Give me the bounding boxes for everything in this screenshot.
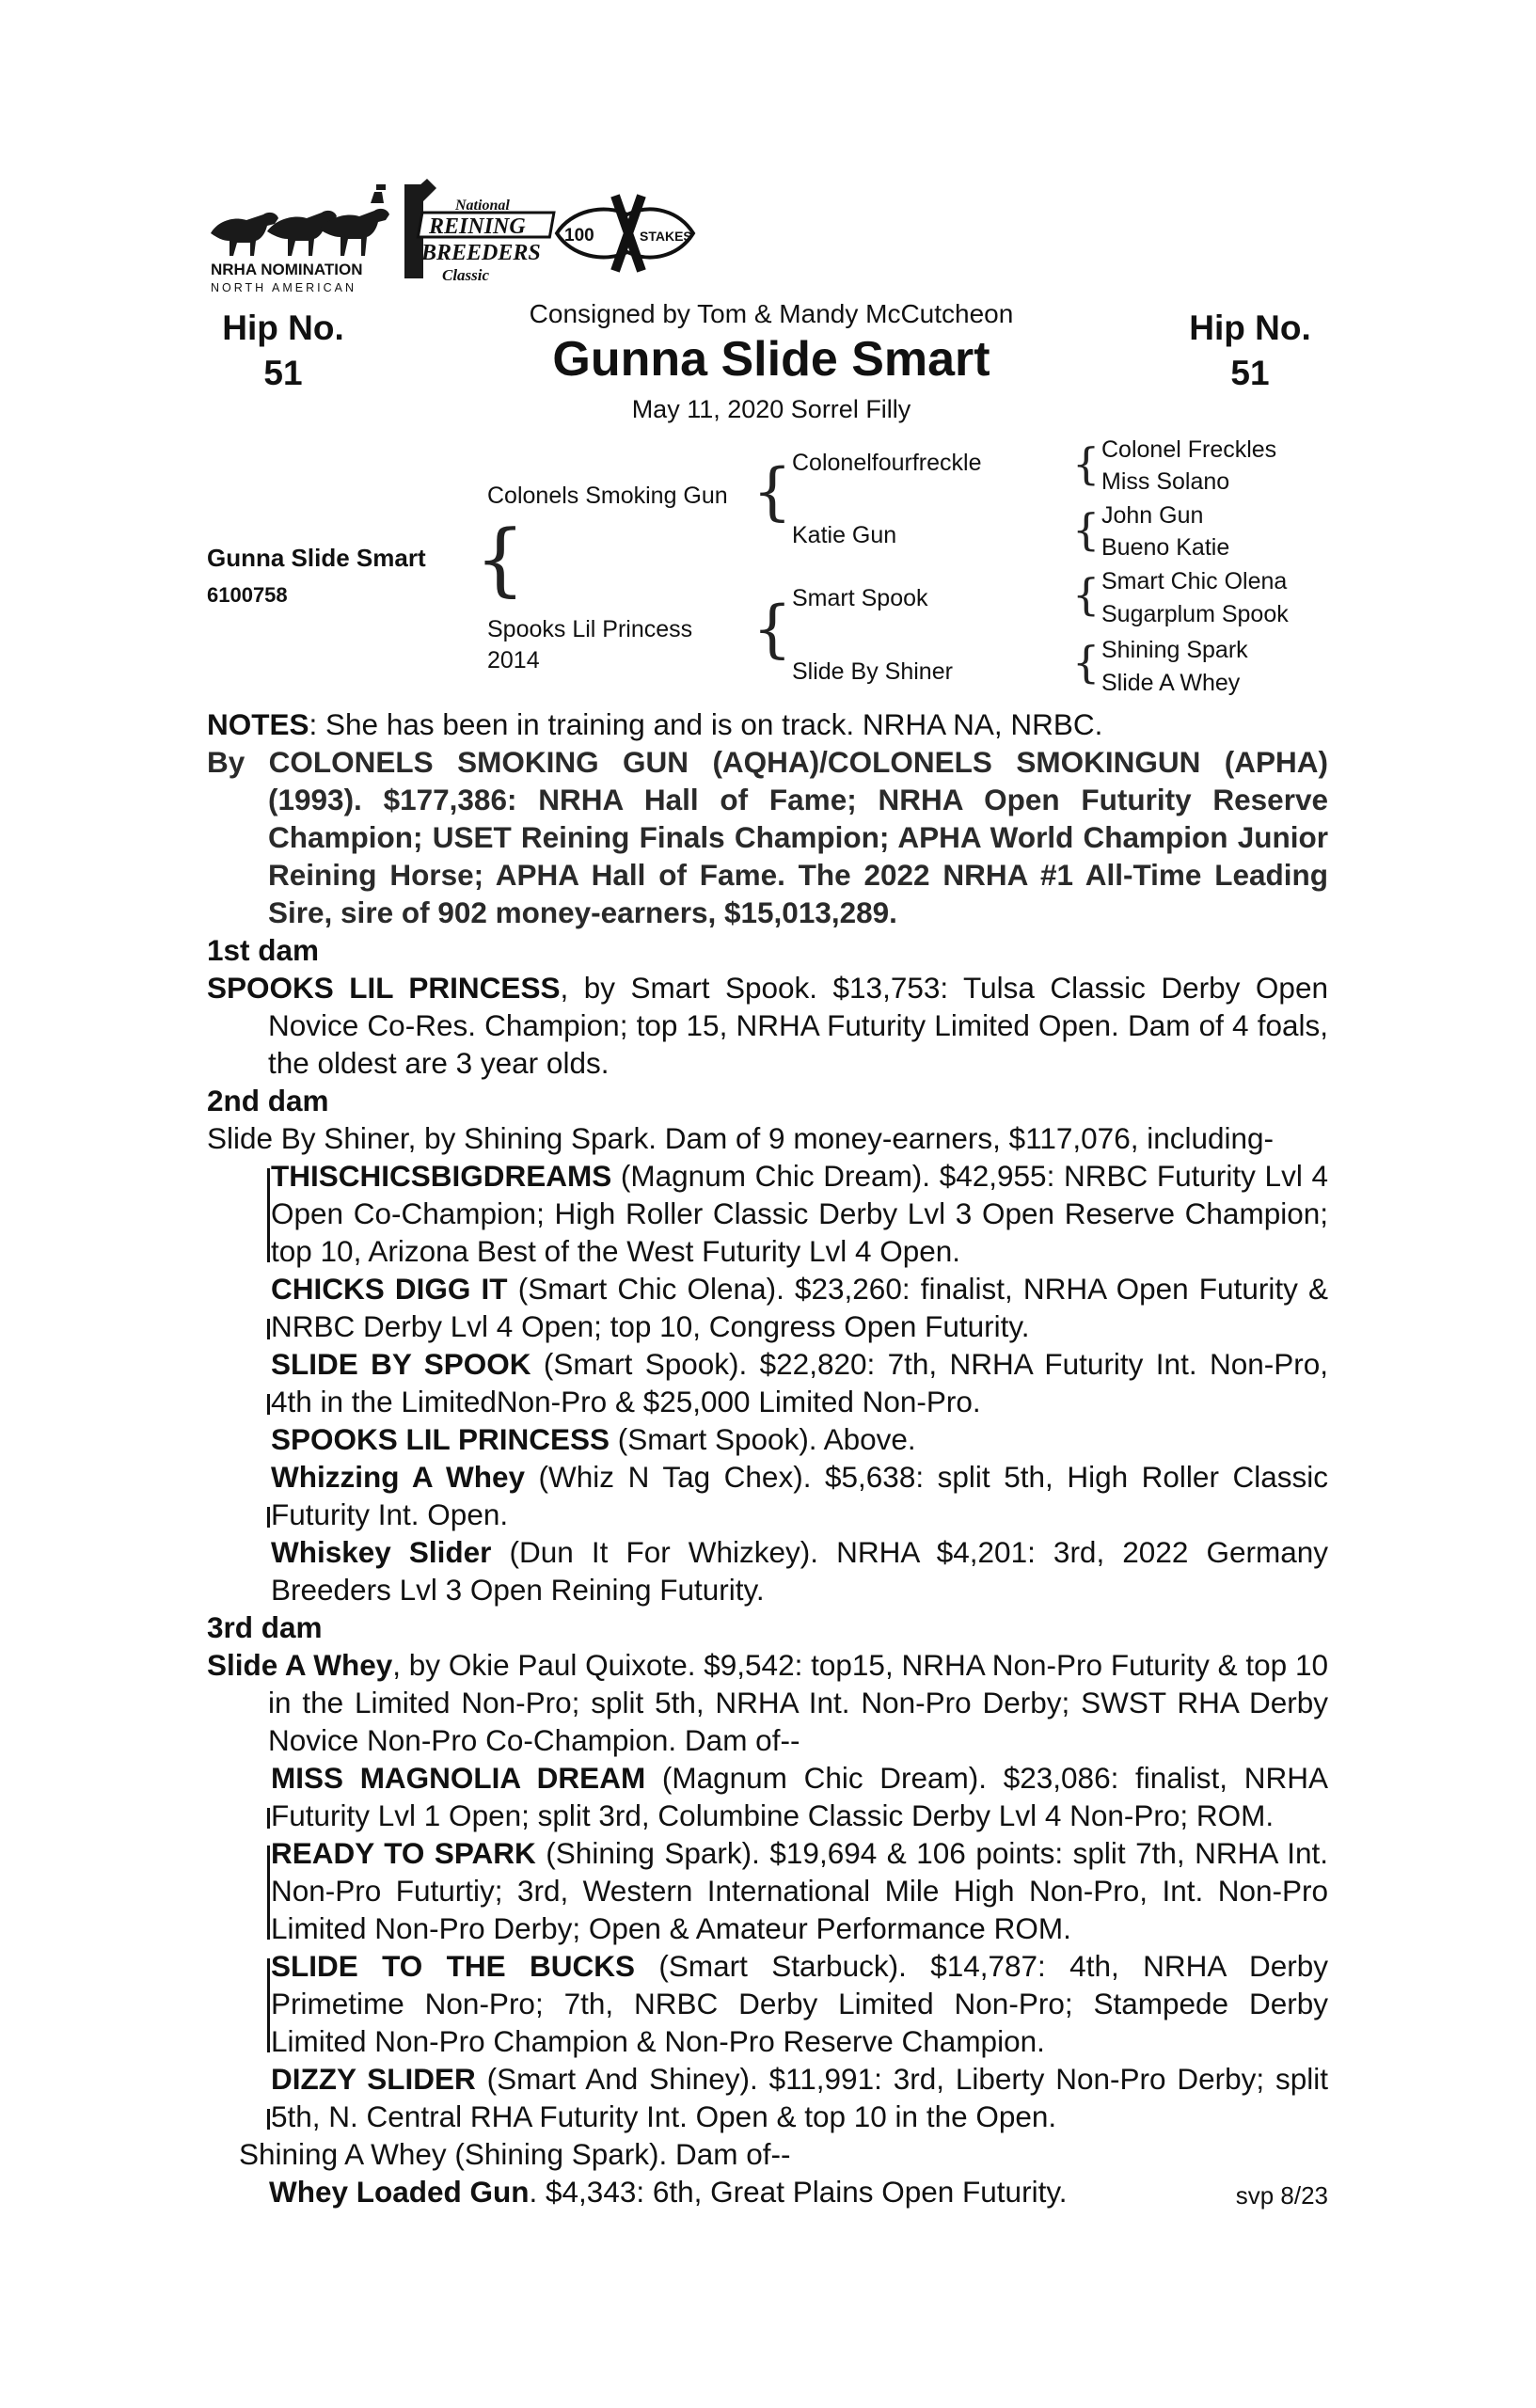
third-dam-text: , by Okie Paul Quixote. $9,542: top15, NRHA Non-Pro Futurity & top 10 in the Limited Non-Pro; split 5th, NRHA Int. Non-Pro Derby; SWST RHA Derby Novice Non-Pro Co-Champion. Dam of-- (268, 1648, 1329, 1757)
produce-bar (267, 1846, 270, 1940)
stakes-logo-right: STAKES (640, 229, 692, 244)
produce-name: MISS MAGNOLIA DREAM (271, 1761, 646, 1795)
pedigree-subject-reg: 6100758 (207, 583, 288, 607)
third-dam-name: Slide A Whey (207, 1648, 393, 1682)
stakes-logo (557, 196, 693, 271)
produce-entry (239, 1834, 1328, 1947)
nrbc-logo-line2: REINING (429, 214, 526, 239)
first-dam-heading: 1st dam (207, 933, 320, 967)
third-dam-entry (207, 1646, 1328, 1759)
nrha-logo-subtext: NORTH AMERICAN (211, 281, 356, 294)
produce-text: (Magnum Chic Dream). $23,086: finalist, NRHA Futurity Lvl 1 Open; split 3rd, Columbine Classic Derby Lvl 4 Non-Pro; ROM. (271, 1761, 1328, 1832)
second-dam-heading: 2nd dam (207, 1084, 329, 1117)
pedigree-dam: Spooks Lil Princess (487, 616, 693, 642)
nrha-logo-text: NRHA NOMINATION (211, 261, 363, 278)
brace-sire: { (752, 455, 792, 528)
produce-text: (Dun It For Whizkey). NRHA $4,201: 3rd, 2022 Germany Breeders Lvl 3 Open Reining Futurity. (271, 1535, 1328, 1607)
grand-produce-text: . $4,343: 6th, Great Plains Open Futurity. (529, 2175, 1068, 2209)
sire-paragraph: By COLONELS SMOKING GUN (AQHA)/COLONELS SMOKINGUN (APHA) (1993). $177,386: NRHA Hall of Fame; NRHA Open Futurity Reserve Champion; USET Reining Finals Champion; APHA World Champion Junior Reining Horse; APHA Hall of Fame. The 2022 NRHA #1 All-Time Leading Sire, sire of 902 money-earners, $15,013,289. (207, 745, 1328, 929)
nrbc-logo (404, 179, 554, 284)
horse-name: Gunna Slide Smart (552, 332, 990, 387)
produce-text: (Smart Spook). $22,820: 7th, NRHA Futurity Int. Non-Pro, 4th in the LimitedNon-Pro & $25,000 Limited Non-Pro. (271, 1347, 1328, 1418)
logo-strip (209, 175, 698, 295)
first-dam-name: SPOOKS LIL PRINCESS (207, 971, 561, 1005)
pedigree-ssd: Miss Solano (1101, 468, 1230, 495)
produce-entry (239, 2060, 1328, 2135)
produce-entry (239, 1270, 1328, 1345)
first-dam-entry (207, 969, 1328, 1082)
produce-name: SPOOKS LIL PRINCESS (271, 1422, 610, 1456)
pedigree-sire: Colonels Smoking Gun (487, 483, 728, 509)
pedigree-dds: Shining Spark (1101, 637, 1248, 663)
produce-name: Whiskey Slider (271, 1535, 492, 1569)
produce-text: (Whiz N Tag Chex). $5,638: split 5th, High Roller Classic Futurity Int. Open. (271, 1460, 1328, 1531)
produce-name: THISCHICSBIGDREAMS (271, 1159, 612, 1193)
hip-left (209, 306, 357, 396)
hip-number-right: 51 (1230, 354, 1270, 392)
first-dam-text: , by Smart Spook. $13,753: Tulsa Classic Derby Open Novice Co-Res. Champion; top 15, NRHA Futurity Limited Open. Dam of 4 foals, the oldest are 3 year olds. (268, 971, 1328, 1080)
nrbc-logo-line3: BREEDERS (421, 241, 541, 265)
second-dam-intro: Slide By Shiner, by Shining Spark. Dam of 9 money-earners, $117,076, including- (207, 1121, 1275, 1155)
page-stamp: svp 8/23 (1235, 2181, 1328, 2210)
hip-number-left: 51 (263, 354, 303, 392)
produce-name: READY TO SPARK (271, 1836, 536, 1870)
nrbc-logo-line4: Classic (442, 266, 490, 284)
produce-entry (239, 1947, 1328, 2060)
produce-entry (239, 1759, 1328, 1834)
grand-produce (207, 2173, 1328, 2210)
produce-entry (239, 1458, 1328, 1533)
brace-sd: { (1072, 504, 1101, 555)
pedigree-sd: Katie Gun (792, 522, 897, 548)
pedigree-ds: Smart Spook (792, 585, 928, 611)
brace-dam: { (752, 593, 792, 665)
produce-name: SLIDE TO THE BUCKS (271, 1949, 636, 1983)
pedigree-ss: Colonelfourfreckle (792, 450, 982, 476)
consignor: Consigned by Tom & Mandy McCutcheon (529, 299, 1014, 328)
pedigree-dss: Smart Chic Olena (1101, 568, 1288, 594)
produce-text: (Smart Starbuck). $14,787: 4th, NRHA Derby Primetime Non-Pro; 7th, NRBC Derby Limited Non-Pro; Stampede Derby Limited Non-Pro Champion & Non-Pro Reserve Champion. (271, 1949, 1328, 2058)
nrbc-logo-line1: National (455, 198, 510, 214)
produce-bar (267, 2109, 270, 2130)
nrha-logo (209, 175, 698, 295)
produce-entry (239, 1533, 1328, 1608)
third-dam-heading: 3rd dam (207, 1610, 323, 1644)
brace-ds: { (1072, 569, 1101, 620)
pedigree-dsd: Sugarplum Spook (1101, 601, 1289, 627)
produce-bar (267, 1394, 270, 1415)
produce-name: CHICKS DIGG IT (271, 1272, 508, 1306)
hip-label-right: Hip No. (1189, 309, 1311, 347)
notes-text: : She has been in training and is on track. NRHA NA, NRBC. (309, 707, 1103, 741)
produce-bar (267, 1808, 270, 1829)
brace-subject: { (475, 513, 526, 605)
produce-bar (267, 1958, 270, 2052)
catalog-body (207, 705, 1328, 2214)
pedigree-sds: John Gun (1101, 502, 1204, 529)
produce-text: (Magnum Chic Dream). $42,955: NRBC Futurity Lvl 4 Open Co-Champion; High Roller Classic Derby Lvl 3 Open Reserve Champion; top 10, Arizona Best of the West Futurity Lvl 4 Open. (271, 1159, 1328, 1268)
produce-name: DIZZY SLIDER (271, 2062, 476, 2096)
produce-text: (Smart Spook). Above. (610, 1422, 916, 1456)
grand-produce-name: Whey Loaded Gun (269, 2175, 530, 2209)
produce-entry (239, 1345, 1328, 1420)
notes (207, 705, 1328, 743)
pedigree-sdd: Bueno Katie (1101, 534, 1230, 561)
produce-name: SLIDE BY SPOOK (271, 1347, 531, 1381)
hip-label-left: Hip No. (222, 309, 344, 347)
produce-text: (Smart Chic Olena). $23,260: finalist, NRHA Open Futurity & NRBC Derby Lvl 4 Open; top 10, Congress Open Futurity. (271, 1272, 1328, 1343)
brace-ss: { (1072, 438, 1101, 489)
produce-name: Whizzing A Whey (271, 1460, 525, 1494)
pedigree-subject-name: Gunna Slide Smart (207, 544, 426, 572)
produce-entry (239, 1420, 1328, 1458)
notes-label: NOTES (207, 707, 309, 741)
produce-bar (267, 1319, 270, 1339)
birth-info: May 11, 2020 Sorrel Filly (631, 395, 911, 423)
stakes-logo-left: 100 (564, 226, 594, 246)
pedigree-ddd: Slide A Whey (1101, 670, 1241, 696)
hip-right (1176, 306, 1324, 396)
produce-entry (239, 1157, 1328, 1270)
produce-text: (Shining Spark). $19,694 & 106 points: split 7th, NRHA Int. Non-Pro Futurtiy; 3rd, Western International Mile High Non-Pro, Int. Non-Pro Limited Non-Pro Derby; Open & Amateur Performance ROM. (271, 1836, 1328, 1945)
produce-bar (267, 1507, 270, 1528)
pedigree-sss: Colonel Freckles (1101, 436, 1277, 463)
pedigree-dam-year: 2014 (487, 647, 540, 673)
pedigree-dd: Slide By Shiner (792, 658, 953, 685)
shining-a-whey: Shining A Whey (Shining Spark). Dam of-- (239, 2137, 791, 2171)
produce-text: (Smart And Shiney). $11,991: 3rd, Liberty Non-Pro Derby; split 5th, N. Central RHA Futurity Int. Open & top 10 in the Open. (271, 2062, 1329, 2133)
produce-bar (267, 1168, 270, 1262)
brace-dd: { (1072, 637, 1101, 688)
